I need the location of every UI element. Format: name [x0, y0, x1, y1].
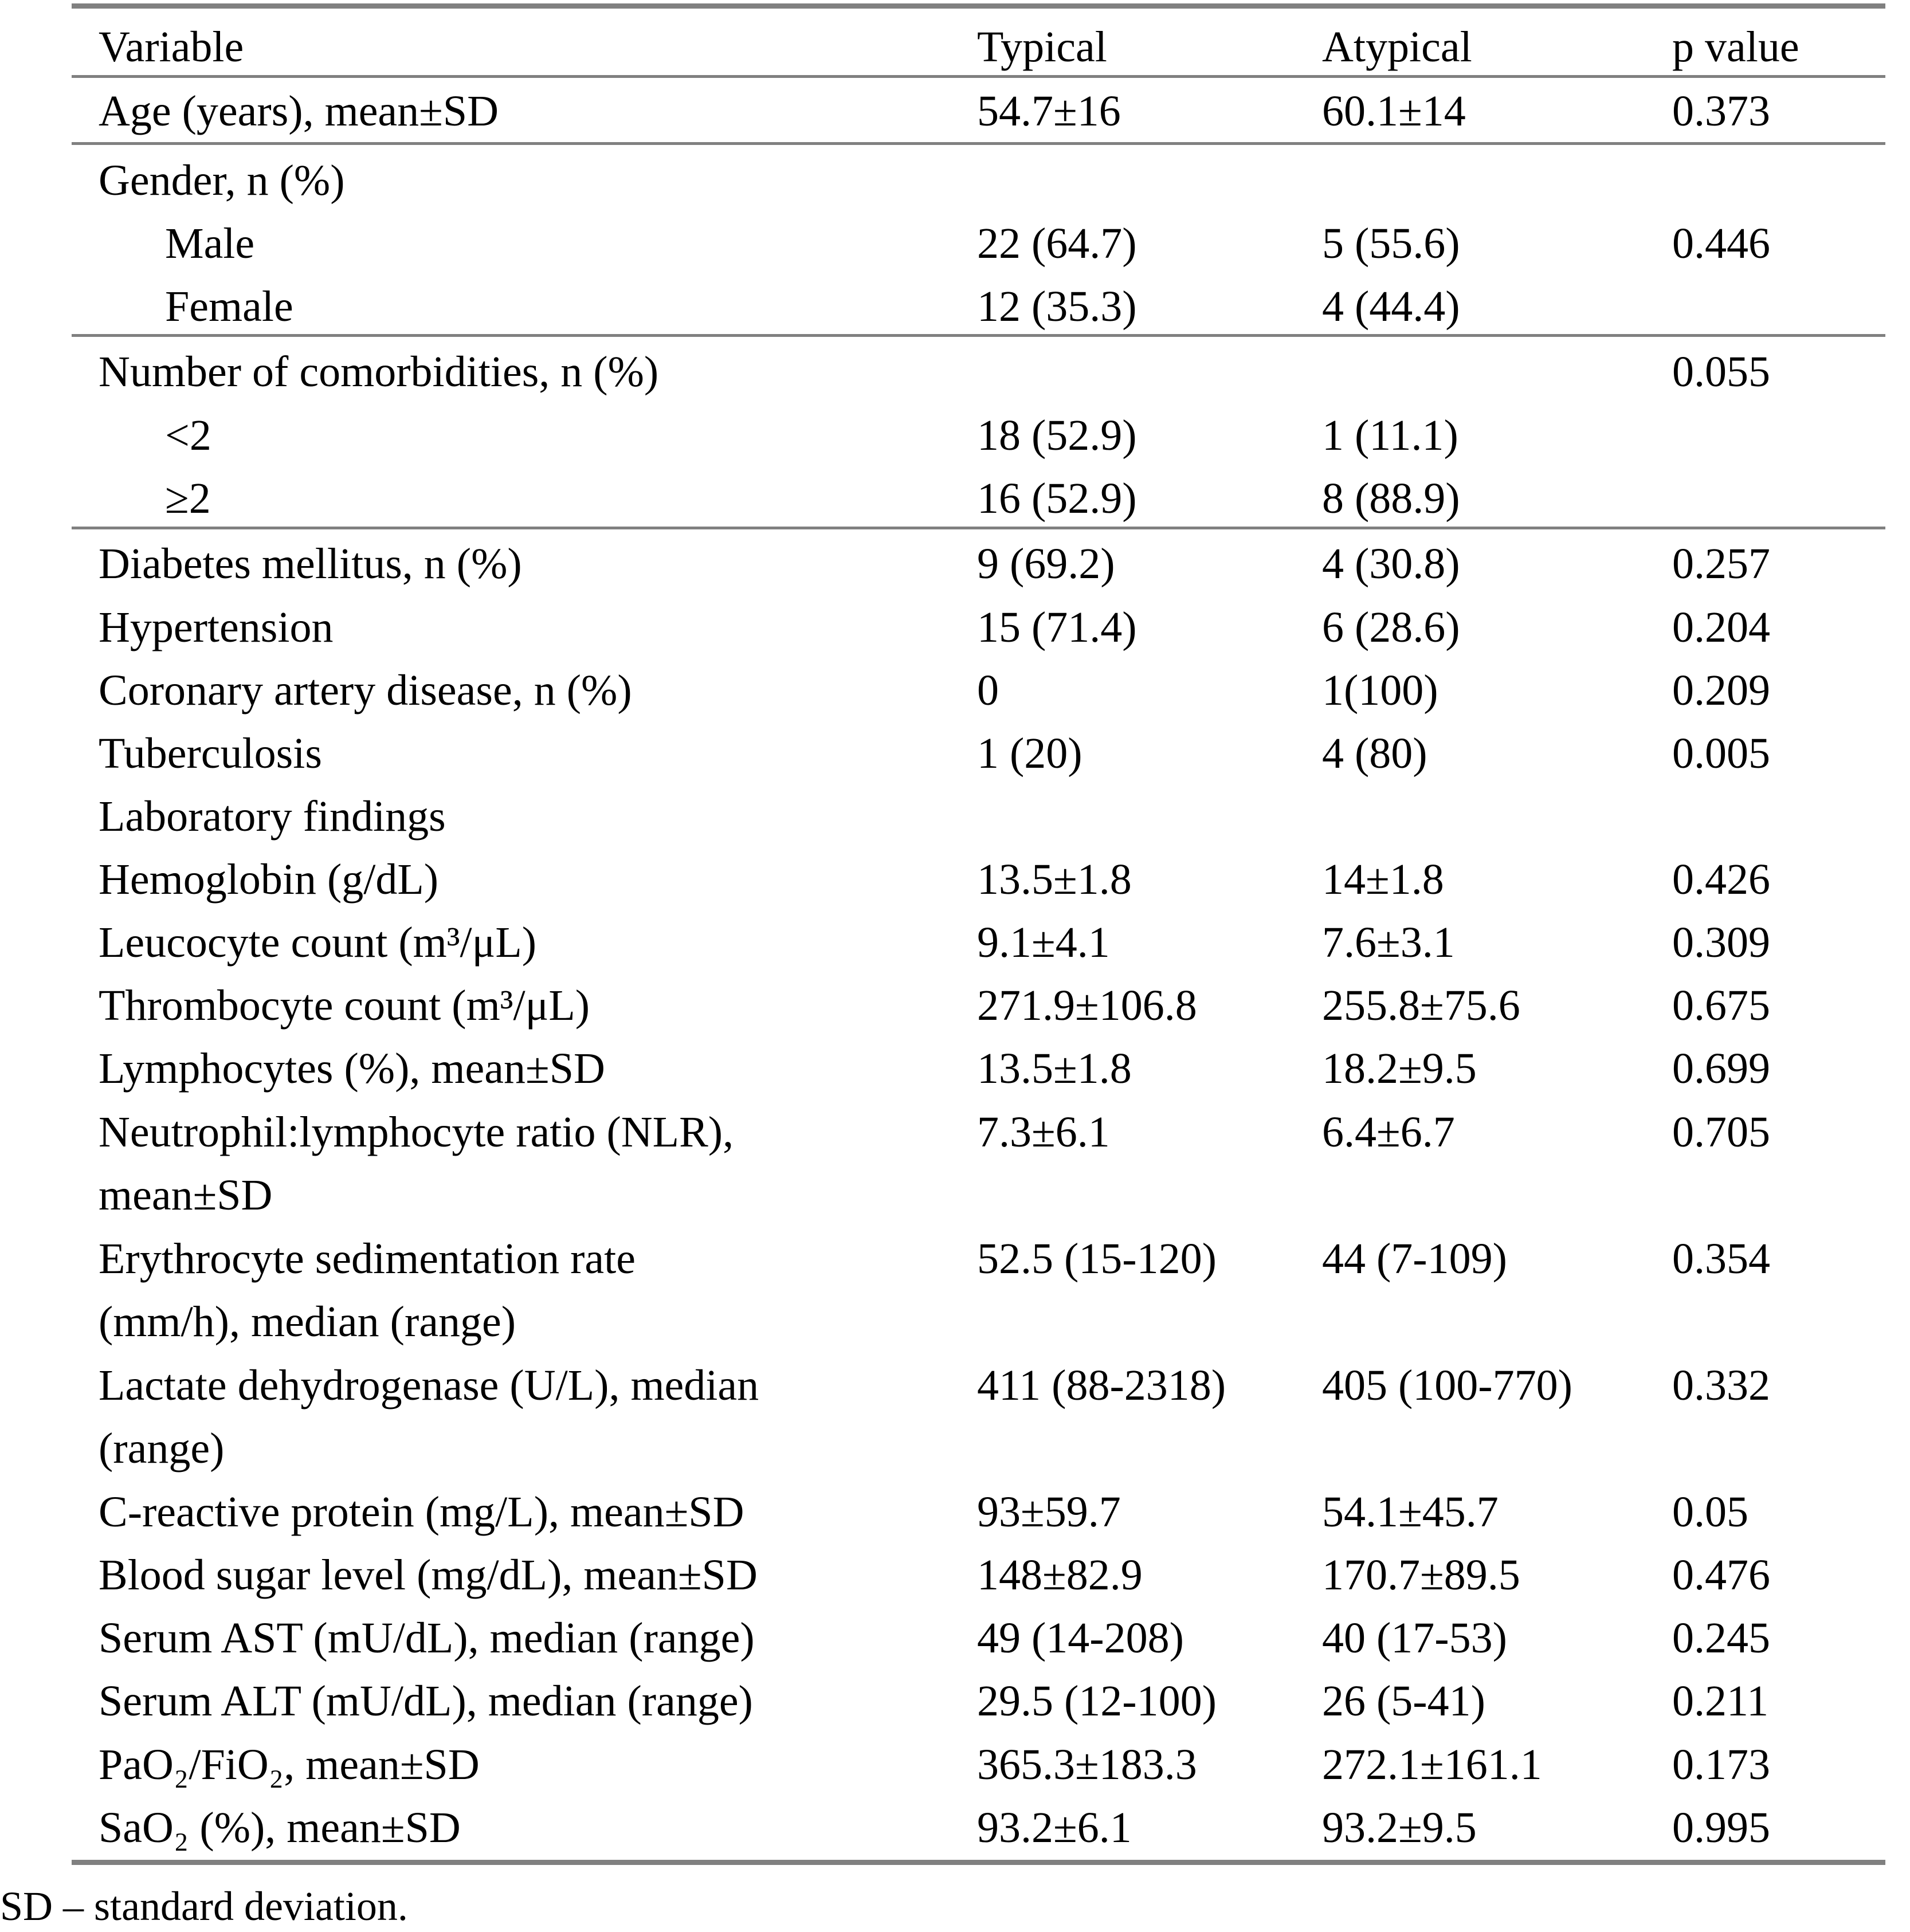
variable-cell: Coronary artery disease, n (%) — [99, 666, 632, 714]
p-value-cell: 0.995 — [1672, 1804, 1770, 1852]
atypical-cell: 255.8±75.6 — [1322, 981, 1520, 1030]
table-row — [0, 340, 1910, 403]
table-footnote: SD – standard deviation. — [0, 1883, 408, 1929]
header-atypical: Atypical — [1322, 23, 1472, 71]
table-row — [0, 911, 1910, 974]
atypical-cell: 4 (44.4) — [1322, 282, 1460, 331]
p-value-cell: 0.476 — [1672, 1551, 1770, 1599]
variable-cell: ≥2 — [165, 474, 211, 523]
table-row — [0, 1733, 1910, 1796]
variable-cell: PaO₂/FiO₂, mean±SD — [99, 1741, 480, 1789]
variable-cell: Lymphocytes (%), mean±SD — [99, 1044, 605, 1093]
typical-cell: 365.3±183.3 — [977, 1741, 1197, 1789]
atypical-cell: 4 (30.8) — [1322, 540, 1460, 588]
atypical-cell: 7.6±3.1 — [1322, 918, 1455, 967]
typical-cell: 93.2±6.1 — [977, 1804, 1132, 1852]
atypical-cell: 93.2±9.5 — [1322, 1804, 1477, 1852]
p-value-cell: 0.354 — [1672, 1235, 1770, 1283]
table-row — [0, 1354, 1910, 1417]
typical-cell: 1 (20) — [977, 729, 1083, 777]
variable-cell: Hemoglobin (g/dL) — [99, 855, 439, 904]
atypical-cell: 18.2±9.5 — [1322, 1044, 1477, 1093]
table-row — [0, 1670, 1910, 1733]
variable-cell: Blood sugar level (mg/dL), mean±SD — [99, 1551, 758, 1599]
p-value-cell: 0.705 — [1672, 1108, 1770, 1156]
table-row — [0, 1481, 1910, 1544]
typical-cell: 52.5 (15-120) — [977, 1235, 1217, 1283]
typical-cell: 411 (88-2318) — [977, 1361, 1226, 1409]
p-value-cell: 0.446 — [1672, 219, 1770, 268]
variable-cell: (mm/h), median (range) — [99, 1298, 516, 1346]
p-value-cell: 0.675 — [1672, 981, 1770, 1030]
table-row — [0, 1544, 1910, 1607]
variable-cell: Serum AST (mU/dL), median (range) — [99, 1614, 755, 1662]
p-value-cell: 0.005 — [1672, 729, 1770, 777]
variable-cell: SaO₂ (%), mean±SD — [99, 1804, 461, 1852]
typical-cell: 49 (14-208) — [977, 1614, 1184, 1662]
variable-cell: Diabetes mellitus, n (%) — [99, 540, 522, 588]
header-variable: Variable — [99, 23, 244, 71]
table-row — [0, 212, 1910, 275]
variable-cell: Age (years), mean±SD — [99, 87, 499, 135]
variable-cell: Thrombocyte count (m³/μL) — [99, 981, 590, 1030]
section-rule-2 — [72, 334, 1885, 337]
table-row — [0, 974, 1910, 1037]
variable-cell: Neutrophil:lymphocyte ratio (NLR), — [99, 1108, 734, 1156]
table-row — [0, 1796, 1910, 1859]
table-row — [0, 1164, 1910, 1227]
p-value-cell: 0.055 — [1672, 348, 1770, 396]
typical-cell: 148±82.9 — [977, 1551, 1143, 1599]
table-row — [0, 659, 1910, 722]
variable-cell: Female — [165, 282, 293, 331]
variable-cell: mean±SD — [99, 1171, 273, 1219]
atypical-cell: 1 (11.1) — [1322, 411, 1458, 460]
atypical-cell: 6 (28.6) — [1322, 603, 1460, 651]
table-row — [0, 1290, 1910, 1353]
table-row — [0, 848, 1910, 911]
table-bottom-rule — [72, 1860, 1885, 1865]
atypical-cell: 14±1.8 — [1322, 855, 1444, 904]
p-value-cell: 0.332 — [1672, 1361, 1770, 1409]
atypical-cell: 26 (5-41) — [1322, 1677, 1485, 1725]
typical-cell: 15 (71.4) — [977, 603, 1137, 651]
p-value-cell: 0.173 — [1672, 1741, 1770, 1789]
table-top-rule — [72, 3, 1885, 9]
variable-cell: Hypertension — [99, 603, 334, 651]
atypical-cell: 54.1±45.7 — [1322, 1488, 1499, 1536]
typical-cell: 29.5 (12-100) — [977, 1677, 1217, 1725]
p-value-cell: 0.426 — [1672, 855, 1770, 904]
typical-cell: 22 (64.7) — [977, 219, 1137, 268]
typical-cell: 18 (52.9) — [977, 411, 1137, 460]
variable-cell: Erythrocyte sedimentation rate — [99, 1235, 636, 1283]
atypical-cell: 1(100) — [1322, 666, 1438, 714]
variable-cell: Gender, n (%) — [99, 156, 345, 205]
atypical-cell: 405 (100-770) — [1322, 1361, 1572, 1409]
table-row — [0, 1037, 1910, 1100]
atypical-cell: 60.1±14 — [1322, 87, 1466, 135]
variable-cell: Leucocyte count (m³/μL) — [99, 918, 537, 967]
table-row — [0, 722, 1910, 785]
p-value-cell: 0.257 — [1672, 540, 1770, 588]
table-row — [0, 1607, 1910, 1670]
typical-cell: 9 (69.2) — [977, 540, 1115, 588]
table-row — [0, 275, 1910, 338]
variable-cell: Number of comorbidities, n (%) — [99, 348, 659, 396]
table-row — [0, 1101, 1910, 1164]
variable-cell: <2 — [165, 411, 211, 460]
table-header-row — [0, 15, 1910, 78]
table-row — [0, 80, 1910, 143]
p-value-cell: 0.211 — [1672, 1677, 1769, 1725]
typical-cell: 9.1±4.1 — [977, 918, 1110, 967]
table-row — [0, 1227, 1910, 1290]
variable-cell: Serum ALT (mU/dL), median (range) — [99, 1677, 753, 1725]
variable-cell: Laboratory findings — [99, 792, 446, 841]
typical-cell: 16 (52.9) — [977, 474, 1137, 523]
typical-cell: 13.5±1.8 — [977, 855, 1132, 904]
p-value-cell: 0.699 — [1672, 1044, 1770, 1093]
table-row — [0, 467, 1910, 530]
p-value-cell: 0.245 — [1672, 1614, 1770, 1662]
table-row — [0, 532, 1910, 595]
typical-cell: 54.7±16 — [977, 87, 1121, 135]
header-p-value: p value — [1672, 23, 1799, 71]
atypical-cell: 170.7±89.5 — [1322, 1551, 1520, 1599]
typical-cell: 7.3±6.1 — [977, 1108, 1110, 1156]
header-typical: Typical — [977, 23, 1107, 71]
typical-cell: 12 (35.3) — [977, 282, 1137, 331]
variable-cell: C-reactive protein (mg/L), mean±SD — [99, 1488, 744, 1536]
table-row — [0, 596, 1910, 659]
variable-cell: Male — [165, 219, 255, 268]
typical-cell: 13.5±1.8 — [977, 1044, 1132, 1093]
table-row — [0, 1417, 1910, 1480]
p-value-cell: 0.05 — [1672, 1488, 1748, 1536]
atypical-cell: 272.1±161.1 — [1322, 1741, 1542, 1789]
p-value-cell: 0.309 — [1672, 918, 1770, 967]
typical-cell: 271.9±106.8 — [977, 981, 1197, 1030]
section-rule-1 — [72, 142, 1885, 145]
atypical-cell: 6.4±6.7 — [1322, 1108, 1455, 1156]
p-value-cell: 0.204 — [1672, 603, 1770, 651]
p-value-cell: 0.209 — [1672, 666, 1770, 714]
p-value-cell: 0.373 — [1672, 87, 1770, 135]
typical-cell: 0 — [977, 666, 999, 714]
variable-cell: (range) — [99, 1424, 225, 1472]
typical-cell: 93±59.7 — [977, 1488, 1121, 1536]
section-rule-3 — [72, 527, 1885, 529]
atypical-cell: 4 (80) — [1322, 729, 1427, 777]
variable-cell: Lactate dehydrogenase (U/L), median — [99, 1361, 759, 1409]
table-row — [0, 404, 1910, 467]
atypical-cell: 5 (55.6) — [1322, 219, 1460, 268]
atypical-cell: 8 (88.9) — [1322, 474, 1460, 523]
atypical-cell: 40 (17-53) — [1322, 1614, 1507, 1662]
atypical-cell: 44 (7-109) — [1322, 1235, 1507, 1283]
table-row — [0, 149, 1910, 212]
header-rule — [72, 75, 1885, 78]
table-row — [0, 785, 1910, 848]
variable-cell: Tuberculosis — [99, 729, 322, 777]
